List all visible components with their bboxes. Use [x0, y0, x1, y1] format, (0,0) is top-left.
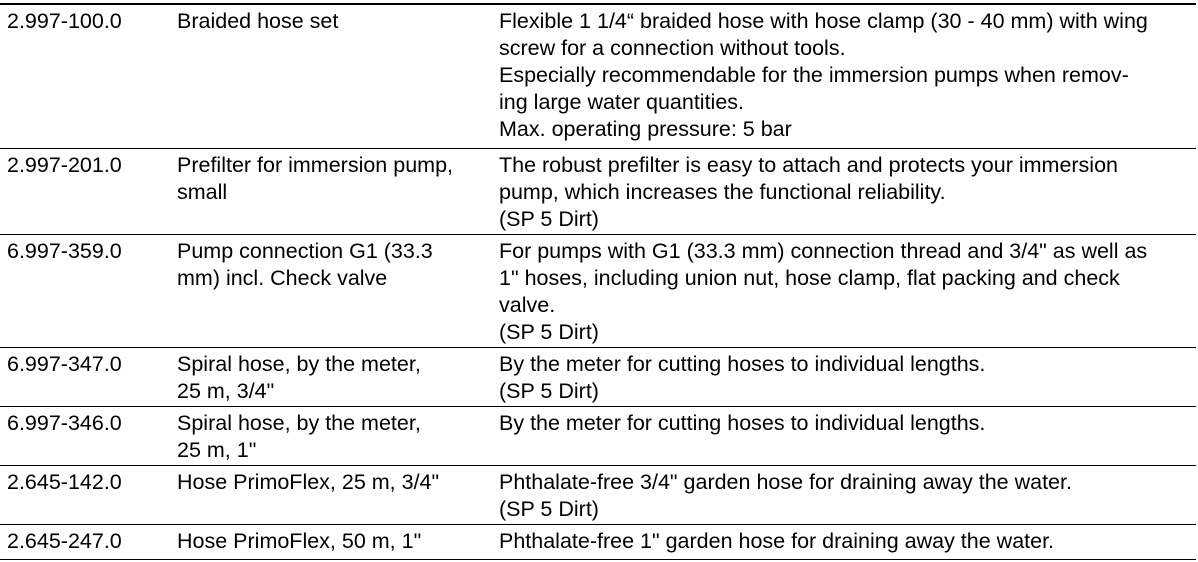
table-row [0, 525, 1196, 560]
description-line: Phthalate-free 1" garden hose for draining away the water. [499, 529, 1055, 553]
table-row [0, 348, 1196, 407]
item-name-line: Pump connection G1 (33.3 [177, 239, 433, 263]
item-description [499, 528, 1054, 555]
item-name-line: small [177, 180, 228, 204]
item-description [499, 8, 1148, 143]
order-number: 6.997-346.0 [7, 411, 122, 435]
item-name-line: 25 m, 1" [177, 438, 257, 462]
item-description [499, 351, 985, 405]
description-line: ing large water quantities. [499, 90, 745, 114]
description-line: Flexible 1 1/4“ braided hose with hose clamp (30 - 40 mm) with wing [499, 9, 1148, 33]
item-name-line: Hose PrimoFlex, 50 m, 1" [177, 529, 422, 553]
item-name [177, 8, 338, 35]
description-line: (SP 5 Dirt) [499, 497, 599, 521]
description-line: The robust prefilter is easy to attach and protects your immersion [499, 153, 1118, 177]
item-name [177, 351, 421, 405]
accessories-table [0, 3, 1196, 560]
description-line: By the meter for cutting hoses to individual lengths. [499, 411, 986, 435]
description-line: For pumps with G1 (33.3 mm) connection thread and 3/4" as well as [499, 239, 1148, 263]
item-description [499, 469, 1072, 523]
order-number: 6.997-359.0 [7, 239, 122, 263]
table-row [0, 235, 1196, 348]
table-row [0, 407, 1196, 466]
item-name-line: Spiral hose, by the meter, [177, 411, 421, 435]
item-name [177, 469, 439, 496]
description-line: By the meter for cutting hoses to individual lengths. [499, 352, 986, 376]
description-line: Especially recommendable for the immersion pumps when remov- [499, 63, 1129, 87]
description-line: (SP 5 Dirt) [499, 320, 599, 344]
order-number: 2.645-142.0 [7, 470, 122, 494]
item-name-line: 25 m, 3/4" [177, 379, 275, 403]
order-number: 2.997-201.0 [7, 153, 122, 177]
description-line: valve. [499, 293, 556, 317]
table-row [0, 5, 1196, 149]
item-name [177, 410, 421, 464]
description-line: (SP 5 Dirt) [499, 207, 599, 231]
item-name-line: Braided hose set [177, 9, 339, 33]
description-line: pump, which increases the functional reliability. [499, 180, 946, 204]
description-line: 1" hoses, including union nut, hose clamp, flat packing and check [499, 266, 1120, 290]
table-row [0, 149, 1196, 235]
item-description [499, 152, 1118, 233]
item-name [177, 238, 433, 292]
order-number: 6.997-347.0 [7, 352, 122, 376]
description-line: (SP 5 Dirt) [499, 379, 599, 403]
item-name [177, 152, 453, 206]
description-line: screw for a connection without tools. [499, 36, 846, 60]
description-line: Max. operating pressure: 5 bar [499, 117, 792, 141]
item-description [499, 238, 1147, 346]
table-row [0, 466, 1196, 525]
description-line: Phthalate-free 3/4" garden hose for draining away the water. [499, 470, 1072, 494]
item-name-line: Prefilter for immersion pump, [177, 153, 453, 177]
item-name-line: Spiral hose, by the meter, [177, 352, 421, 376]
item-description [499, 410, 985, 437]
item-name-line: mm) incl. Check valve [177, 266, 388, 290]
order-number: 2.997-100.0 [7, 9, 122, 33]
item-name-line: Hose PrimoFlex, 25 m, 3/4" [177, 470, 440, 494]
item-name [177, 528, 421, 555]
order-number: 2.645-247.0 [7, 529, 122, 553]
